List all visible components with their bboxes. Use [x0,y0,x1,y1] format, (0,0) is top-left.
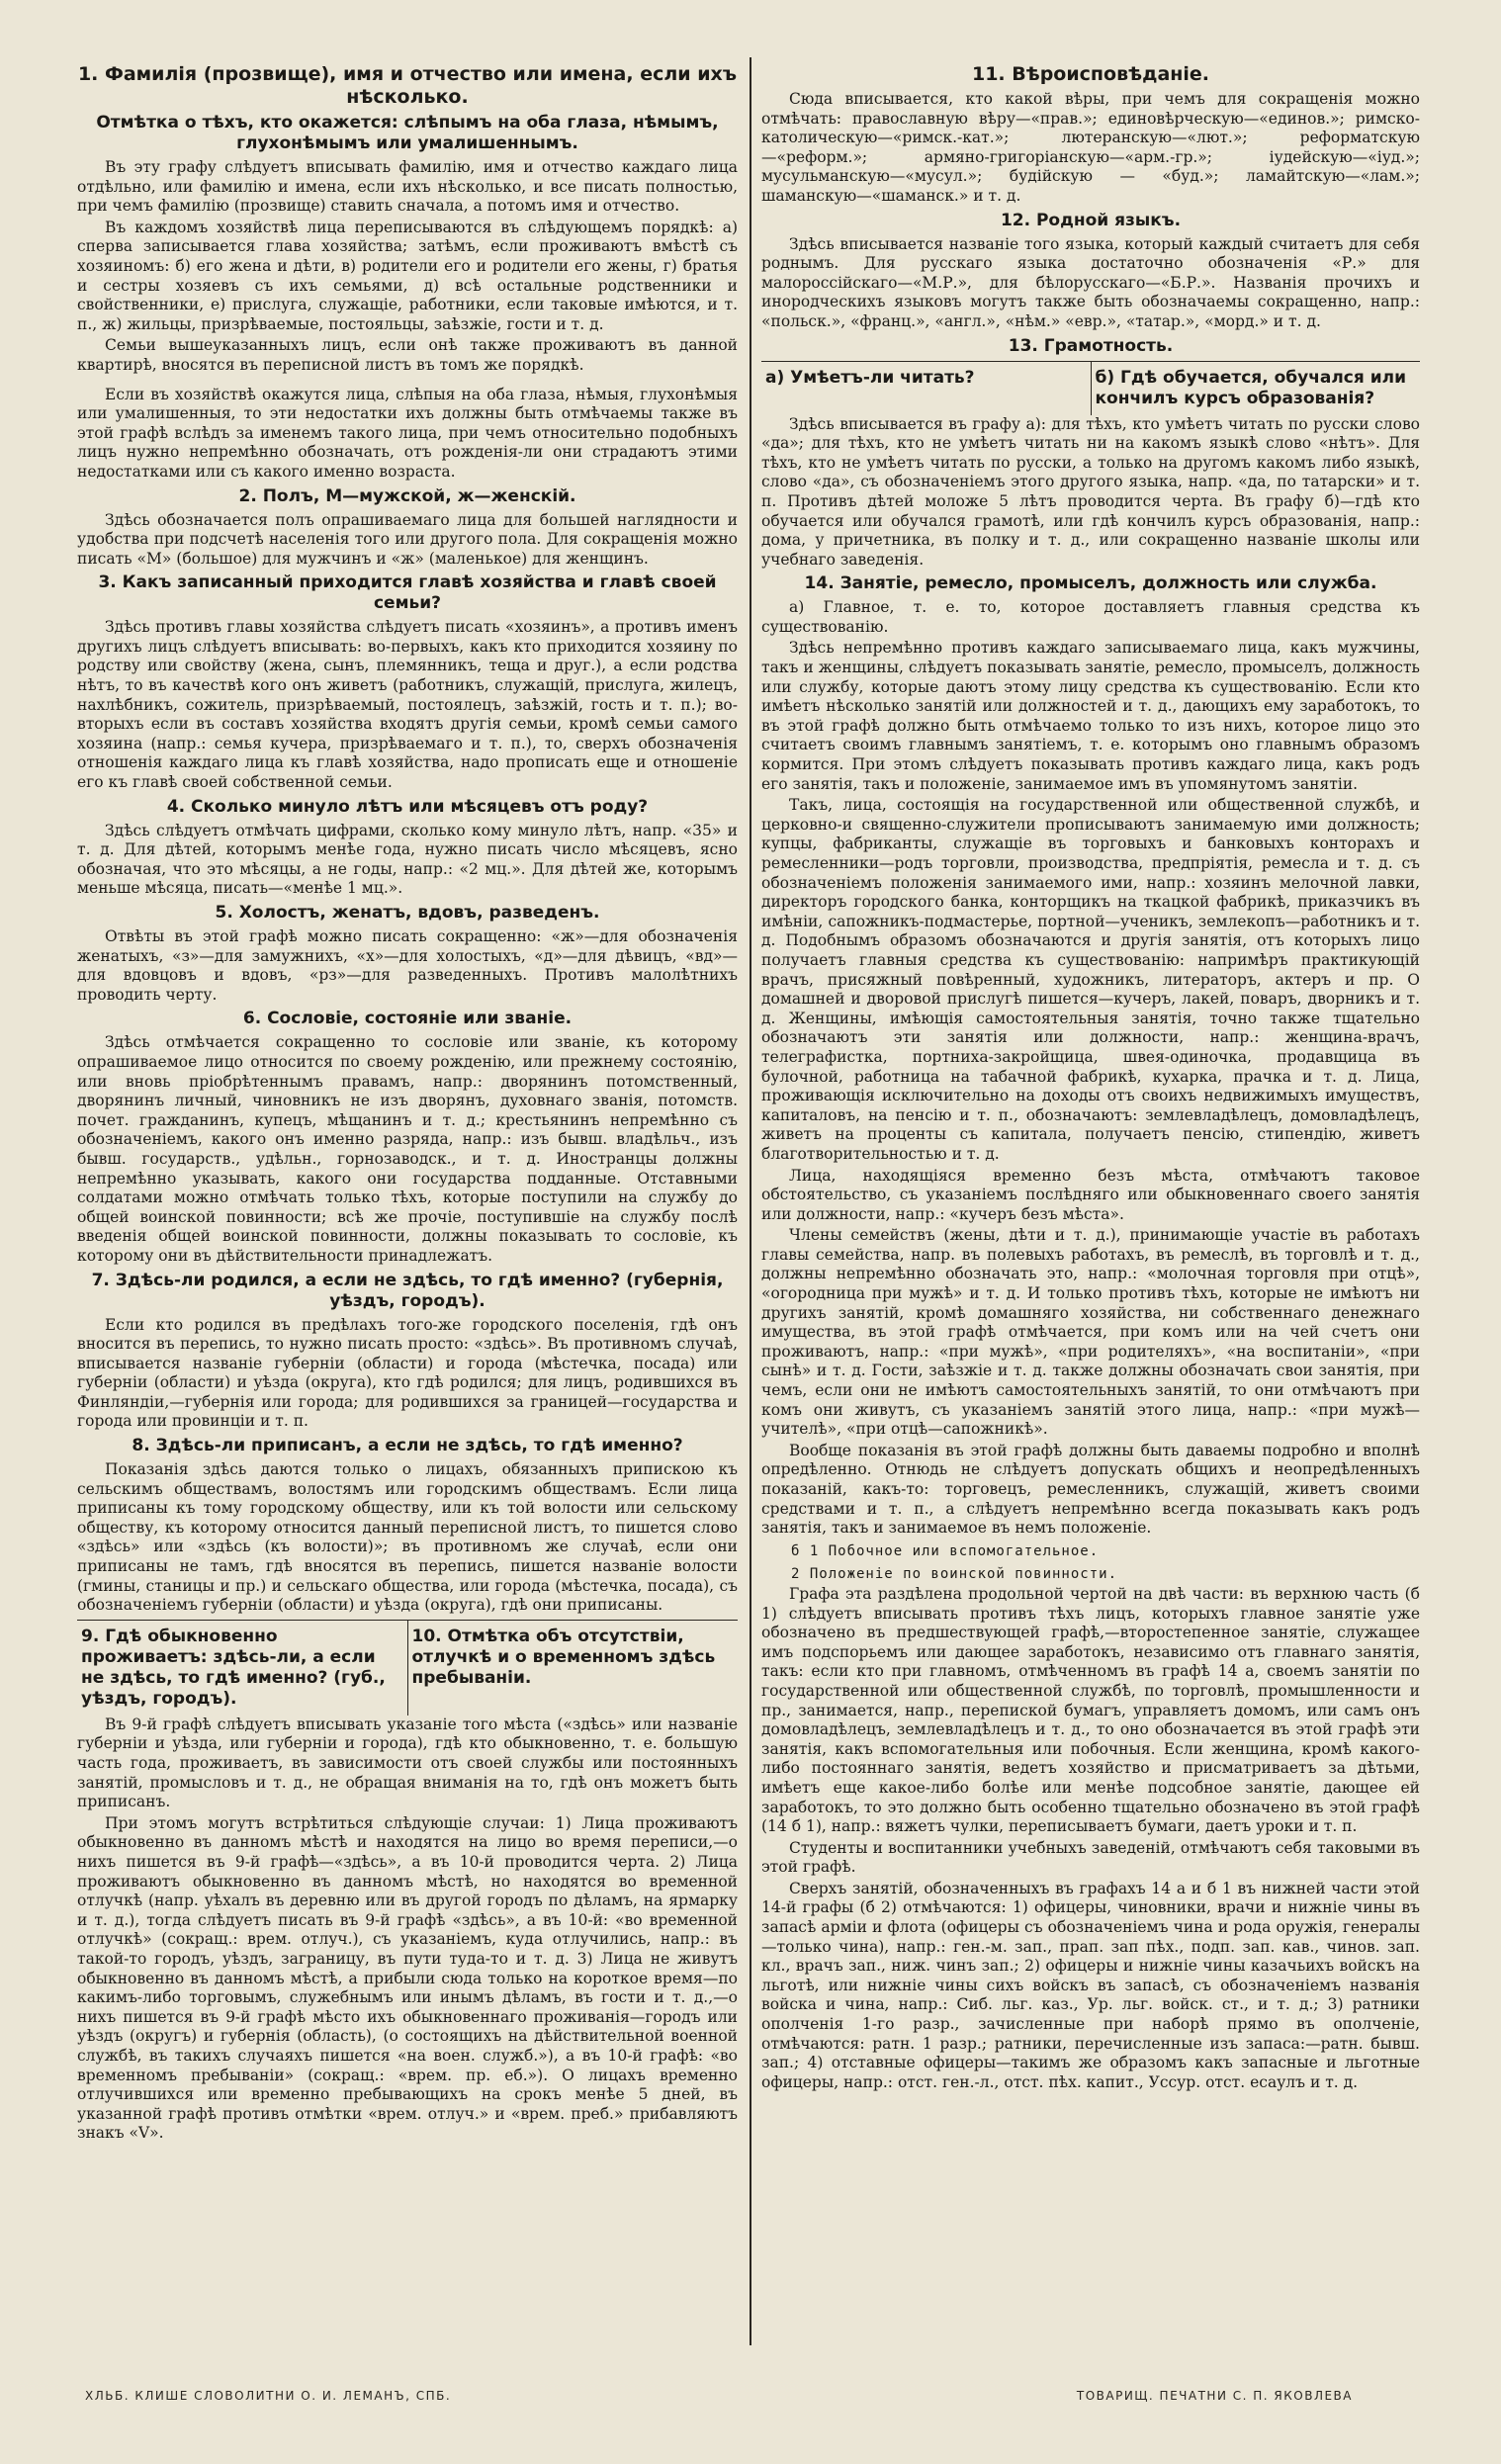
section-13-col-b [1091,362,1421,415]
section-14-paragraph: Такъ, лица, состоящія на государственной или общественной службѣ, и церковно-и священно-служители прописываютъ занимаемую ими должность; купцы, фабриканты, служащіе въ торговыхъ и банковыхъ конторахъ и ремесленники—родъ торговли, производства, предпріятія, ремесла и т. д. съ обозначеніемъ положенія занимаемого ими, напр.: хозяинъ мелочной лавки, директоръ городского банка, конторщикъ на ткацкой фабрикѣ, приказчикъ въ имѣніи, сапожникъ-подмастерье, портной—ученикъ, землекопъ—работникъ и т. д. Подобнымъ образомъ обозначаются и другія занятія, отъ которыхъ лицо получаетъ главныя средства къ существованію: напримѣръ практикующій врачъ, присяжный повѣренный, художникъ, литераторъ, актеръ и пр. О домашней и дворовой прислугѣ пишется—кучеръ, лакей, поваръ, дворникъ и т. д. Женщины, имѣющія самостоятельныя занятія, точно также тщательно обозначаютъ эти занятія или должности, напр.: женщина-врачъ, телеграфистка, портниха-закройщица, швея-одиночка, продавщица въ булочной, работница на табачной фабрикѣ, кухарка, прачка и т. д. Лица, проживающія исключительно на доходы отъ своихъ недвижимыхъ имуществъ, капиталовъ, на пенсію и т. п., обозначаютъ: землевладѣлецъ, домовладѣлецъ, живетъ на проценты съ капитала, получаетъ пенсію, стипендію, живетъ благотворительностью и т. д. [761,796,1420,1163]
section-7 [77,1271,738,1433]
section-2-title: 2. Полъ, М—мужской, ж—женскій. [238,485,576,506]
section-13-col-a [761,362,1091,415]
section-14-paragraph: Студенты и воспитанники учебныхъ заведеній, отмѣчаютъ себя таковыми въ этой графѣ. [761,1838,1420,1877]
section-1-paragraph: Семьи вышеуказанныхъ лицъ, если онѣ также проживаютъ въ данной квартирѣ, вносятся въ переписной листъ въ томъ же порядкѣ. [77,336,738,374]
section-7-paragraph: Если кто родился въ предѣлахъ того-же городского поселенія, гдѣ онъ вносится въ перепись, то нужно писать просто: «здѣсь». Въ противномъ случаѣ, вписывается названіе губерніи (области) и города (мѣстечка, посада) или губерніи (области) и уѣзда (округа), кто гдѣ родился; для лицъ, родившихся въ Финляндіи,—губернія или города; для родившихся за границей—государства и города или провинціи и т. п. [77,1315,738,1431]
section-10-title: 10. Отмѣтка объ отсутствіи, отлучкѣ и о временномъ здѣсь пребываніи. [411,1626,716,1688]
section-14-paragraph: Члены семействъ (жены, дѣти и т. д.), принимающіе участіе въ работахъ главы семейства, напр. въ полевыхъ работахъ, въ ремеслѣ, въ торговлѣ и т. д., должны непремѣнно обозначать это, напр.: «молочная торговля при отцѣ», «огородница при мужѣ» и т. д. И только противъ тѣхъ, которые не имѣютъ ни другихъ занятій, кромѣ домашняго хозяйства, ни собственнаго денежнаго имущества, въ этой графѣ отмѣчается, при комъ или на чей счетъ они проживаютъ, напр.: «при мужѣ», «при родителяхъ», «на воспитаніи», «при сынѣ» и т. д. Гости, заѣзжіе и т. д. также должны обозначать свои занятія, при чемъ, если они не имѣютъ самостоятельныхъ занятій, то они отмѣчаютъ при комъ они живутъ, съ указаніемъ занятій этого лица, напр.: «при мужѣ—учителѣ», «при отцѣ—сапожникѣ». [761,1226,1420,1439]
left-column [77,57,738,2345]
section-12-title: 12. Родной языкъ. [1000,210,1182,230]
section-1-title: 1. Фамилія (прозвище), имя и отчество или имена, если ихъ нѣсколько. [77,63,738,108]
section-9-header-cell [77,1621,407,1716]
section-7-title: 7. Здѣсь-ли родился, а если не здѣсь, то гдѣ именно? (губернія, уѣздъ, городъ). [91,1270,724,1311]
section-13-col-a-title: а) Умѣетъ-ли читать? [765,367,975,388]
section-14-paragraph: Сверхъ занятій, обозначенныхъ въ графахъ 14 а и б 1 въ нижней части этой 14-й графы (б 2) отмѣчаются: 1) офицеры, чиновники, врачи и нижніе чины въ запасѣ арміи и флота (офицеры съ обозначеніемъ чина и рода оружія, генералы—только чина), напр.: ген.-м. зап., прап. зап пѣх., подп. зап. кав., чинов. зап. кл., врачъ зап., ниж. чинъ зап.; 2) офицеры и нижніе чины казачьихъ войскъ на льготѣ, или нижніе чины сихъ войскъ въ запасѣ, съ обозначеніемъ названія войска и чина, напр.: Сиб. льг. каз., Ур. льг. войск. ст., и т. д.; 3) ратники ополченія 1-го разр., зачисленные при наборѣ прямо въ ополченіе, отмѣчаются: ратн. 1 разр.; ратники, перечисленные изъ запаса:—ратн. бывш. зап.; 4) отставные офицеры—такимъ же образомъ какъ запасные и льготные офицеры, напр.: отст. ген.-л., отст. пѣх. капит., Уссур. отст. есаулъ и т. д. [761,1879,1420,2091]
section-2 [77,486,738,570]
section-14-title: 14. Занятіе, ремесло, промыселъ, должность или служба. [804,573,1377,594]
section-14-subheading-a: а) Главное, т. е. то, которое доставляетъ главныя средства къ существованію. [761,598,1420,636]
section-10-header-cell [407,1621,739,1716]
section-14-subheading-b2: 2 Положеніе по воинской повинности. [791,1566,1118,1583]
section-13-paragraph: Здѣсь вписывается въ графу а): для тѣхъ, кто умѣетъ читать по русски слово «да»; для тѣхъ, кто не умѣетъ читать ни на какомъ языкѣ слово «нѣтъ». Для тѣхъ, кто не умѣетъ читать по русски, а только на другомъ какомъ либо языкѣ, слово «да», съ обозначеніемъ этого другого языка, напр. «да, по татарски» и т. п. Противъ дѣтей моложе 5 лѣтъ проводится черта. Въ графу б)—гдѣ кто обучается или обучался грамотѣ, или гдѣ кончилъ курсъ образованія, напр.: дома, у причетника, въ полку и т. д., или сокращенно названіе школы или учебнаго заведенія. [761,414,1420,569]
section-9-paragraph: Въ 9-й графѣ слѣдуетъ вписывать указаніе того мѣста («здѣсь» или названіе губерніи и уѣзда, или губерніи и города), гдѣ кто обыкновенно, т. е. большую часть года, проживаетъ, въ зависимости отъ своей службы или постоянныхъ занятій, промысловъ и т. д., не обращая вниманія на то, гдѣ онъ можетъ быть приписанъ. [77,1715,738,1811]
section-12 [761,211,1420,332]
section-13 [761,336,1420,571]
section-13-col-b-title: б) Гдѣ обучается, обучался или кончилъ курсъ образованія? [1095,367,1406,408]
section-5-paragraph: Отвѣты въ этой графѣ можно писать сокращенно: «ж»—для обозначенія женатыхъ, «з»—для замужнихъ, «х»—для холостыхъ, «д»—для дѣвицъ, «вд»—для вдовцовъ и вдовъ, «рз»—для разведенныхъ. Противъ малолѣтнихъ проводить черту. [77,927,738,1004]
section-3-title: 3. Какъ записанный приходится главѣ хозяйства и главѣ своей семьи? [98,572,717,614]
section-9-paragraph: При этомъ могутъ встрѣтиться слѣдующіе случаи: 1) Лица проживаютъ обыкновенно въ данномъ мѣстѣ и находятся на лицо во время переписи,—о нихъ пишется въ 9-й графѣ—«здѣсь», а въ 10-й проводится черта. 2) Лица проживаютъ обыкновенно въ данномъ мѣстѣ, но находятся во временной отлучкѣ (напр. уѣхалъ въ деревню или въ другой городъ по дѣламъ, на ярмарку и т. д.), тогда слѣдуетъ писать въ 9-й графѣ «здѣсь», а въ 10-й: «во временной отлучкѣ» (сокращ.: врем. отлуч.), съ указаніемъ, куда отлучились, напр.: въ такой-то городъ, уѣздъ, заграницу, въ пути туда-то и т. д. 3) Лица не живутъ обыкновенно въ данномъ мѣстѣ, а прибыли сюда только на короткое время—по какимъ-либо торговымъ, служебнымъ или инымъ дѣламъ, въ гости и т. д.,—о нихъ пишется въ 9-й графѣ мѣсто ихъ обыкновеннаго проживанія—городъ или уѣздъ (округъ) и губернія (область), (о состоящихъ на дѣйствительной военной службѣ, въ такихъ случаяхъ пишется «на воен. служб.»), а въ 10-й графѣ: «во временномъ пребываніи» (сокращ.: «врем. пр. еб.»). О лицахъ временно отлучившихся или временно пребывающихъ на срокъ менѣе 5 дней, въ указанной графѣ противъ отмѣтки «врем. отлуч.» и «врем. преб.» прибавляютъ знакъ «V». [77,1813,738,2143]
section-14-paragraph: Графа эта раздѣлена продольной чертой на двѣ части: въ верхнюю часть (б 1) слѣдуетъ вписывать противъ тѣхъ лицъ, которыхъ главное занятіе уже обозначено въ предшествующей графѣ,—второстепенное занятіе, служащее имъ подспорьемъ или дающее заработокъ, независимо отъ главнаго занятія, такъ: если кто при главномъ, отмѣченномъ въ графѣ 14 а, своемъ занятіи по государственной или общественной службѣ, по торговлѣ, промышленности и пр., занимается, напр., перепиской бумагъ, управляетъ домомъ, или самъ онъ домовладѣлецъ, землевладѣлецъ и т. д., то оно обозначается въ этой графѣ эти занятія, какъ вспомогательныя или побочныя. Если женщина, кромѣ какого-либо постояннаго занятія, ведетъ хозяйство и присматриваетъ за дѣтьми, имѣетъ еще какое-либо болѣе или менѣе подсобное занятіе, дающее ей заработокъ, то это должно быть особенно тщательно обозначено въ этой графѣ (14 б 1), напр.: вяжетъ чулки, переписываетъ бумаги, даетъ уроки и т. п. [761,1584,1420,1836]
section-9-10-header [77,1620,738,1716]
section-5 [77,903,738,1005]
section-14-paragraph: Лица, находящіяся временно безъ мѣста, отмѣчаютъ таковое обстоятельство, съ указаніемъ послѣдняго или обыкновеннаго своего занятія или должности, напр.: «кучеръ безъ мѣста». [761,1166,1420,1223]
section-1-subtitle: Отмѣтка о тѣхъ, кто окажется: слѣпымъ на оба глаза, нѣмымъ, глухонѣмымъ или умалишеннымъ. [96,113,719,153]
section-11-paragraph: Сюда вписывается, кто какой вѣры, при чемъ для сокращенія можно отмѣчать: православную вѣру—«прав.»; единовѣрческую—«единов.»; римско-католическую—«римск.-кат.»; лютеранскую—«лют.»; реформатскую—«реформ.»; армяно-григоріанскую—«арм.-гр.»; іудейскую—«іуд.»; мусульманскую—«мусул.»; будійскую — «буд.»; ламайтскую—«лам.»; шаманскую—«шаманск.» и т. д. [761,90,1420,205]
section-6 [77,1009,738,1266]
section-11-title: 11. Вѣроисповѣданіе. [971,63,1210,85]
section-1-paragraph: Въ каждомъ хозяйствѣ лица переписываются въ слѣдующемъ порядкѣ: а) сперва записывается глава хозяйства; затѣмъ, если проживаютъ вмѣстѣ съ хозяиномъ: б) его жена и дѣти, в) родители его и родители его жены, г) братья и сестры хозяевъ съ ихъ семьями, д) всѣ остальные родственники и свойственники, е) прислуга, служащіе, работники, если таковые имѣются, и т. п., ж) жильцы, призрѣваемые, постояльцы, заѣзжіе, гости и т. д. [77,218,738,333]
section-3 [77,572,738,792]
column-divider [750,57,751,2345]
section-13-title: 13. Грамотность. [1008,335,1174,356]
section-8 [77,1436,738,1616]
section-9-10 [77,1620,738,2144]
section-12-paragraph: Здѣсь вписывается названіе того языка, который каждый считаетъ для себя роднымъ. Для русскаго языка достаточно обозначенія «Р.» для малороссійскаго—«М.Р.», для бѣлорусскаго—«Б.Р.». Названія прочихъ и инородческихъ языковъ могутъ также быть обозначаемы сокращенно, напр.: «польск.», «франц.», «англ.», «нѣм.» «евр.», «татар.», «морд.» и т. д. [761,234,1420,330]
section-14-paragraph: Здѣсь непремѣнно противъ каждаго записываемаго лица, какъ мужчины, такъ и женщины, слѣдуетъ показывать занятіе, ремесло, промыселъ, должность или службу, которые даютъ этому лицу средства къ существованію. Если кто имѣетъ нѣсколько занятій или должностей и т. д., дающихъ ему заработокъ, то въ этой графѣ должно быть отмѣчаемо только то изъ нихъ, которое лицо это считаетъ своимъ главнымъ занятіемъ, т. е. которымъ оно главнымъ образомъ кормится. При этомъ слѣдуетъ показывать противъ каждаго лица, какъ родъ его занятія, такъ и положеніе, занимаемое имъ въ упомянутомъ занятіи. [761,639,1420,793]
section-4-title: 4. Сколько минуло лѣтъ или мѣсяцевъ отъ роду? [166,796,649,817]
section-9-title: 9. Гдѣ обыкновенно проживаетъ: здѣсь-ли, а если не здѣсь, то гдѣ именно? (губ., уѣздъ, городъ). [81,1626,386,1709]
printer-imprint-right: ТОВАРИЩ. ПЕЧАТНИ С. П. ЯКОВЛЕВА [1076,2389,1353,2403]
section-2-paragraph: Здѣсь обозначается полъ опрашиваемаго лица для большей наглядности и удобства при подсчетѣ населенія того или другого пола. Для сокращенія можно писать «М» (большое) для мужчинъ и «ж» (маленькое) для женщинъ. [77,510,738,568]
section-1-paragraph: Въ эту графу слѣдуетъ вписывать фамилію, имя и отчество каждаго лица отдѣльно, или фамилію и имена, если ихъ нѣсколько, и все писать полностью, при чемъ фамилію (прозвище) ставить сначала, а потомъ имя и отчество. [77,158,738,216]
section-6-title: 6. Сословіе, состояніе или званіе. [242,1009,573,1029]
section-1-paragraph: Если въ хозяйствѣ окажутся лица, слѣпыя на оба глаза, нѣмыя, глухонѣмыя или умалишенныя, то эти недостатки ихъ должны быть отмѣчаемы также въ этой графѣ вслѣдъ за именемъ такого лица, при чемъ относительно подобныхъ лицъ нужно непремѣнно обозначать, отъ рожденія-ли они страдаютъ этими недостатками или съ какого именно возраста. [77,385,738,481]
section-5-title: 5. Холостъ, женатъ, вдовъ, разведенъ. [215,903,600,923]
section-14-subheading-b1: б 1 Побочное или вспомогательное. [791,1542,1100,1559]
section-1 [77,63,738,483]
right-column [761,57,1420,2345]
section-14 [761,573,1420,2092]
section-13-subheader [761,361,1420,415]
printer-imprint-left: ХЛЬБ. КЛИШЕ СЛОВОЛИТНИ О. И. ЛЕМАНЪ, СПБ. [85,2389,452,2403]
section-3-paragraph: Здѣсь противъ главы хозяйства слѣдуетъ писать «хозяинъ», а противъ именъ другихъ лицъ слѣдуетъ вписывать: во-первыхъ, какъ кто приходится хозяину по родству или свойству (жена, сынъ, племянникъ, теща и друг.), а если родства нѣтъ, то въ качествѣ кого онъ живетъ (работникъ, служащій, прислуга, жилецъ, нахлѣбникъ, сожитель, призрѣваемый, постоялецъ, заѣзжій, гость и т. п.); во-вторыхъ если въ составъ хозяйства входятъ другія семьи, кромѣ семьи самого хозяина (напр.: семья кучера, призрѣваемаго и т. п.), то, сверхъ обозначенія отношенія каждаго лица къ главѣ хозяйства, надо прописать еще и отношеніе его къ главѣ своей собственной семьи. [77,618,738,792]
section-8-title: 8. Здѣсь-ли приписанъ, а если не здѣсь, то гдѣ именно? [132,1436,683,1456]
section-6-paragraph: Здѣсь отмѣчается сокращенно то сословіе или званіе, къ которому опрашиваемое лицо относится по своему рожденію, или прежнему состоянію, или вновь пріобрѣтеннымъ правамъ, напр.: дворянинъ потомственный, дворянинъ личный, чиновникъ не изъ дворянъ, духовнаго званія, потомств. почет. гражданинъ, купецъ, мѣщанинъ и т. д.; крестьянинъ непремѣнно съ обозначеніемъ, какого онъ именно разряда, напр.: изъ бывш. владѣльч., изъ бывш. государств., удѣльн., горнозаводск., и т. д. Иностранцы должны непремѣнно указывать, какого они государства подданные. Отставными солдатами можно отмѣчать только тѣхъ, которые поступили на службу до общей воинской повинности; всѣ же прочіе, поступившіе на службу послѣ введенія общей воинской повинности, должны показывать то сословіе, къ которому они въ дѣйствительности принадлежатъ. [77,1033,738,1265]
section-4-paragraph: Здѣсь слѣдуетъ отмѣчать цифрами, сколько кому минуло лѣтъ, напр. «35» и т. д. Для дѣтей, которымъ менѣе года, нужно писать число мѣсяцевъ, ясно обозначая, что это мѣсяцы, а не годы, напр.: «2 мц.». Для дѣтей же, которымъ меньше мѣсяца, писать—«менѣе 1 мц.». [77,821,738,898]
section-11 [761,63,1420,207]
section-14-paragraph: Вообще показанія въ этой графѣ должны быть даваемы подробно и вполнѣ опредѣленно. Отнюдь не слѣдуетъ допускать общихъ и неопредѣленныхъ показаній, какъ-то: торговецъ, ремесленникъ, служащій, живетъ своими средствами и т. п., а слѣдуетъ непремѣнно всегда показывать какъ родъ занятія, такъ и занимаемое въ немъ положеніе. [761,1441,1420,1538]
section-8-paragraph: Показанія здѣсь даются только о лицахъ, обязанныхъ припискою къ сельскимъ обществамъ, волостямъ или городскимъ обществамъ. Если лица приписаны къ тому городскому обществу, или къ той волости или сельскому обществу, къ которому относится данный переписной листъ, то пишется слово «здѣсь» или «здѣсь (къ волости)»; въ противномъ же случаѣ, если они приписаны не тамъ, гдѣ вносятся въ перепись, пишется названіе волости (гмины, станицы и пр.) и сельскаго общества, или города (мѣстечка, посада), съ обозначеніемъ губерніи (области) и уѣзда (округа), гдѣ они приписаны. [77,1460,738,1615]
section-4 [77,797,738,899]
